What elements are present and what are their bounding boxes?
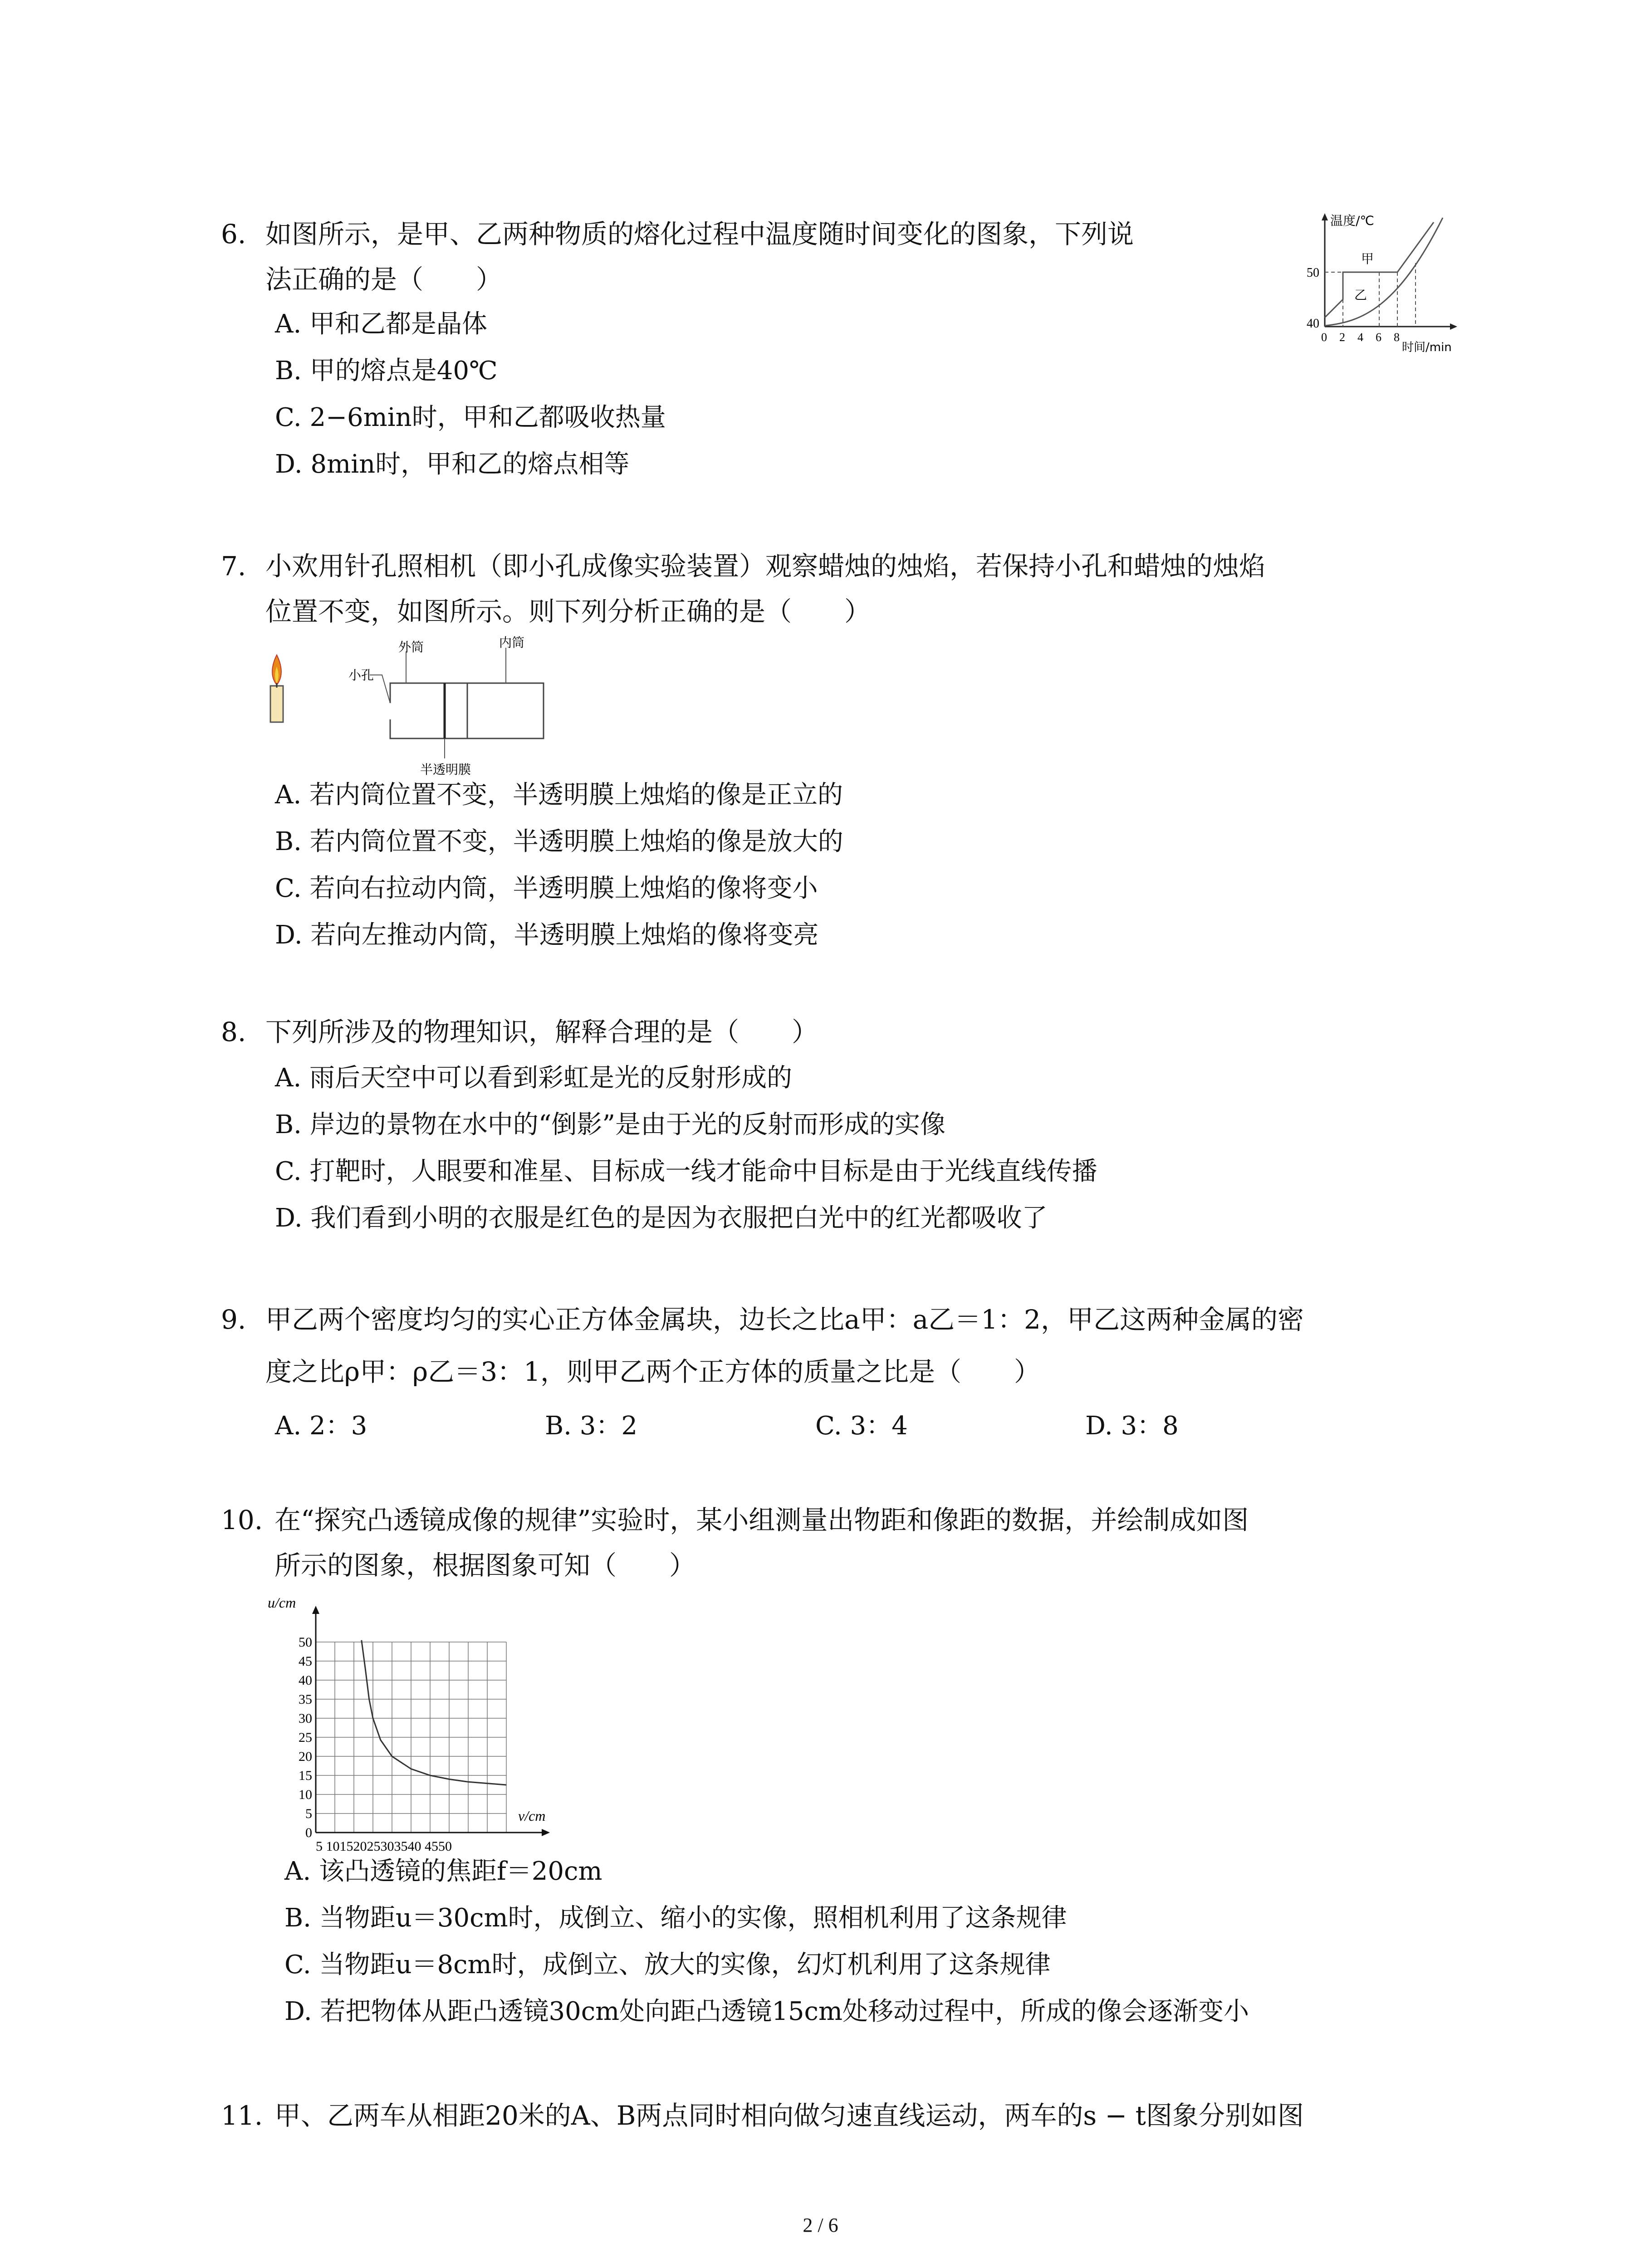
y-tick-label: 15 [299, 1768, 312, 1783]
option-d: D. 我们看到小明的衣服是红色的是因为衣服把白光中的红光都吸收了 [275, 1203, 1048, 1233]
curve-jia [1325, 222, 1434, 318]
x-tick-labels: 5 10152025303540 4550 [316, 1839, 452, 1854]
curve-label-jia: 甲 [1361, 251, 1374, 266]
option-b: B. 甲的熔点是40℃ [275, 356, 498, 386]
chart-axes [312, 1606, 550, 1836]
y-tick-label: 5 [305, 1806, 312, 1821]
candle-icon [270, 655, 283, 722]
y-tick-labels [299, 1635, 312, 1840]
y-tick-label: 20 [299, 1749, 312, 1764]
option-b: B. 若内筒位置不变，半透明膜上烛焰的像是放大的 [275, 827, 843, 856]
x-axis-label: 时间/min [1402, 341, 1452, 354]
option-b: B. 岸边的景物在水中的“倒影”是由于光的反射而形成的实像 [275, 1110, 946, 1139]
option-d: D. 8min时，甲和乙的熔点相等 [275, 450, 630, 479]
label-pinhole: 小孔 [348, 668, 374, 683]
option-b: B. 当物距u＝30cm时，成倒立、缩小的实像，照相机利用了这条规律 [284, 1903, 1067, 1933]
option-a: A. 若内筒位置不变，半透明膜上烛焰的像是正立的 [275, 780, 843, 810]
chart-grid [316, 1642, 506, 1833]
label-translucent-film: 半透明膜 [420, 762, 471, 777]
question-text-line: 下列所涉及的物理知识，解释合理的是（ ） [265, 1017, 818, 1047]
y-tick-40: 40 [1307, 317, 1319, 331]
option-a: A. 甲和乙都是晶体 [275, 309, 488, 339]
x-axis-label: v/cm [518, 1808, 546, 1824]
y-tick-label: 30 [299, 1711, 312, 1726]
option-d: D. 若向左推动内筒，半透明膜上烛焰的像将变亮 [275, 920, 819, 950]
label-inner-tube: 内筒 [499, 635, 525, 650]
label-outer-tube: 外筒 [398, 640, 424, 655]
x-tick-2: 2 [1339, 331, 1345, 344]
question-text-line: 度之比ρ甲：ρ乙＝3：1，则甲乙两个正方体的质量之比是（ ） [265, 1356, 1041, 1387]
y-tick-label: 50 [299, 1635, 312, 1650]
x-tick-4: 4 [1357, 331, 1363, 344]
option-c: C. 3：4 [815, 1411, 908, 1441]
option-c: C. 当物距u＝8cm时，成倒立、放大的实像，幻灯机利用了这条规律 [284, 1950, 1051, 1980]
pinhole-camera-figure [254, 635, 572, 780]
y-axis-label: u/cm [268, 1594, 296, 1611]
question-text-line: 如图所示，是甲、乙两种物质的熔化过程中温度随时间变化的图象，下列说 [265, 219, 1134, 249]
x-axis-arrow [1450, 323, 1457, 330]
y-tick-label: 10 [299, 1787, 312, 1802]
question-text-line: 甲、乙两车从相距20米的A、B两点同时相向做匀速直线运动，两车的s − t图象分别如图 [274, 2100, 1304, 2131]
question-text-line: 法正确的是（ ） [265, 264, 503, 295]
x-tick-6: 6 [1376, 331, 1381, 344]
option-a: A. 雨后天空中可以看到彩虹是光的反射形成的 [275, 1063, 793, 1093]
question-number: 8. [221, 1017, 246, 1047]
option-d: D. 若把物体从距凸透镜30cm处向距凸透镜15cm处移动过程中，所成的像会逐渐变小 [284, 1997, 1249, 2026]
y-axis-arrow [1322, 213, 1328, 220]
question-text-line: 在“探究凸透镜成像的规律”实验时，某小组测量出物距和像距的数据，并绘制成如图 [274, 1505, 1249, 1535]
question-text-line: 位置不变，如图所示。则下列分析正确的是（ ） [265, 596, 871, 627]
question-text-line: 甲乙两个密度均匀的实心正方体金属块，边长之比a甲：a乙＝1：2，甲乙这两种金属的密 [265, 1304, 1304, 1335]
option-d: D. 3：8 [1085, 1411, 1179, 1441]
data-curve [362, 1640, 506, 1785]
option-b: B. 3：2 [545, 1411, 638, 1441]
curve-label-yi: 乙 [1354, 288, 1367, 303]
lens-imaging-chart [254, 1588, 581, 1869]
y-axis-arrow [312, 1606, 319, 1614]
question-number: 9. [221, 1304, 246, 1335]
x-axis-arrow [542, 1829, 550, 1836]
question-number: 11. [221, 2100, 263, 2131]
melting-graph-figure [1298, 209, 1465, 354]
question-number: 10. [221, 1505, 263, 1535]
y-tick-label: 0 [305, 1825, 312, 1840]
option-a: A. 该凸透镜的焦距f＝20cm [284, 1857, 603, 1886]
question-number: 7. [221, 551, 246, 582]
option-c: C. 打靶时，人眼要和准星、目标成一线才能命中目标是由于光线直线传播 [275, 1157, 1097, 1186]
option-c: C. 2−6min时，甲和乙都吸收热量 [275, 403, 666, 432]
y-tick-label: 35 [299, 1692, 312, 1707]
outer-tube [390, 683, 467, 738]
y-tick-label: 25 [299, 1730, 312, 1745]
y-axis-label: 温度/℃ [1330, 213, 1374, 228]
question-text-line: 小欢用针孔照相机（即小孔成像实验装置）观察蜡烛的烛焰，若保持小孔和蜡烛的烛焰 [265, 551, 1266, 582]
y-tick-50: 50 [1307, 266, 1319, 280]
inner-tube [445, 683, 544, 738]
y-tick-label: 40 [299, 1673, 312, 1688]
y-tick-label: 45 [299, 1654, 312, 1669]
question-number: 6. [221, 219, 246, 249]
option-a: A. 2：3 [275, 1411, 367, 1441]
page-number: 2 / 6 [803, 2214, 838, 2236]
option-c: C. 若向右拉动内筒，半透明膜上烛焰的像将变小 [275, 874, 818, 903]
x-tick-0: 0 [1321, 331, 1327, 344]
x-tick-8: 8 [1394, 331, 1400, 344]
question-text-line: 所示的图象，根据图象可知（ ） [274, 1550, 696, 1581]
